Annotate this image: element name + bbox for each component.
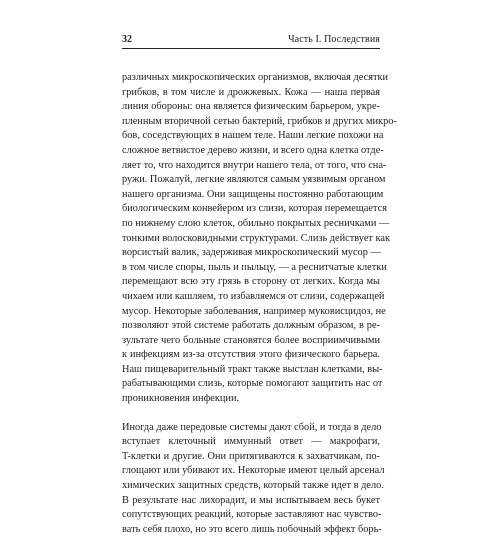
text-line: ворсистый валик, задерживая микроскопический мусор —: [122, 247, 381, 259]
text-line: чихаем или кашляем, то избавляемся от слизи, содержащей: [122, 290, 385, 302]
text-line: Иногда даже передовые системы дают сбой, и тогда в дело: [122, 421, 382, 433]
text-line: перемещают всю эту грязь в сторону от легких. Когда мы: [122, 276, 380, 288]
text-line: Наш пищеварительный тракт также выстлан клетками, вы-: [122, 363, 383, 375]
text-line: биологическим конвейером из слизи, которая перемещается: [122, 203, 387, 215]
text-line: проникновения инфекции.: [122, 393, 240, 405]
text-line: грибков, в том числе и дрожжевых. Кожа — наша первая: [122, 86, 380, 98]
text-line: ляет то, что находится внутри нашего тела, от того, что сна-: [122, 159, 387, 171]
text-line: рабатывающими слизь, которые помогают защитить нас от: [122, 378, 383, 390]
text-line: тонкими волосковидными структурами. Слизь действует как: [122, 232, 390, 244]
text-line: сопутствующих реакций, которые заставляют нас чувство-: [122, 509, 382, 521]
body-text: [122, 71, 397, 537]
text-line: T-клетки и другие. Они притягиваются к захватчикам, по-: [122, 450, 380, 462]
text-line: к инфекциям из-за отсутствия этого физического барьера.: [122, 349, 380, 361]
text-line: сложное ветвистое дерево жизни, и всего одна клетка отде-: [122, 144, 384, 156]
paragraph-1: [122, 71, 397, 407]
text-line: по нижнему слою клеток, обильно покрытых ресничками —: [122, 217, 390, 229]
book-page: [122, 34, 397, 537]
text-line: глощают или убивают их. Некоторые имеют целый арсенал: [122, 465, 385, 477]
text-line: бов, соседствующих в нашем теле. Наши легкие похожи на: [122, 130, 384, 142]
text-line: ружи. Пожалуй, легкие являются самым уязвимым органом: [122, 174, 386, 186]
text-line: различных микроскопических организмов, включая десятки: [122, 72, 389, 83]
text-line: линия обороны: она является физическим барьером, укре-: [122, 101, 380, 113]
text-line: мусор. Некоторые заболевания, например муковисцидоз, не: [122, 305, 386, 317]
text-line: в том числе споры, пыль и пыльцу, — а реснитчатые клетки: [122, 261, 387, 273]
page-number: 32: [122, 34, 132, 45]
text-line: пленным вторичной сетью бактерий, грибков и других микро-: [122, 115, 397, 127]
text-line: вать себя плохо, но это всего лишь побочный эффект борь-: [122, 523, 382, 535]
paragraph-gap: [122, 407, 380, 421]
text-line: В результате нас лихорадит, и мы испытываем весь букет: [122, 494, 380, 506]
text-line: химических защитных средств, который также идет в дело.: [122, 480, 384, 492]
text-line: вступает клеточный иммунный ответ — макрофаги,: [122, 436, 380, 448]
text-line: позволяют этой системе работать должным образом, в ре-: [122, 320, 380, 332]
running-head: [122, 34, 380, 49]
paragraph-2: [122, 421, 385, 537]
text-line: нашего организма. Они защищены постоянно работающим: [122, 188, 384, 200]
text-line: зультате чего больные становятся более восприимчивыми: [122, 334, 380, 346]
section-title: Часть I. Последствия: [288, 34, 380, 45]
